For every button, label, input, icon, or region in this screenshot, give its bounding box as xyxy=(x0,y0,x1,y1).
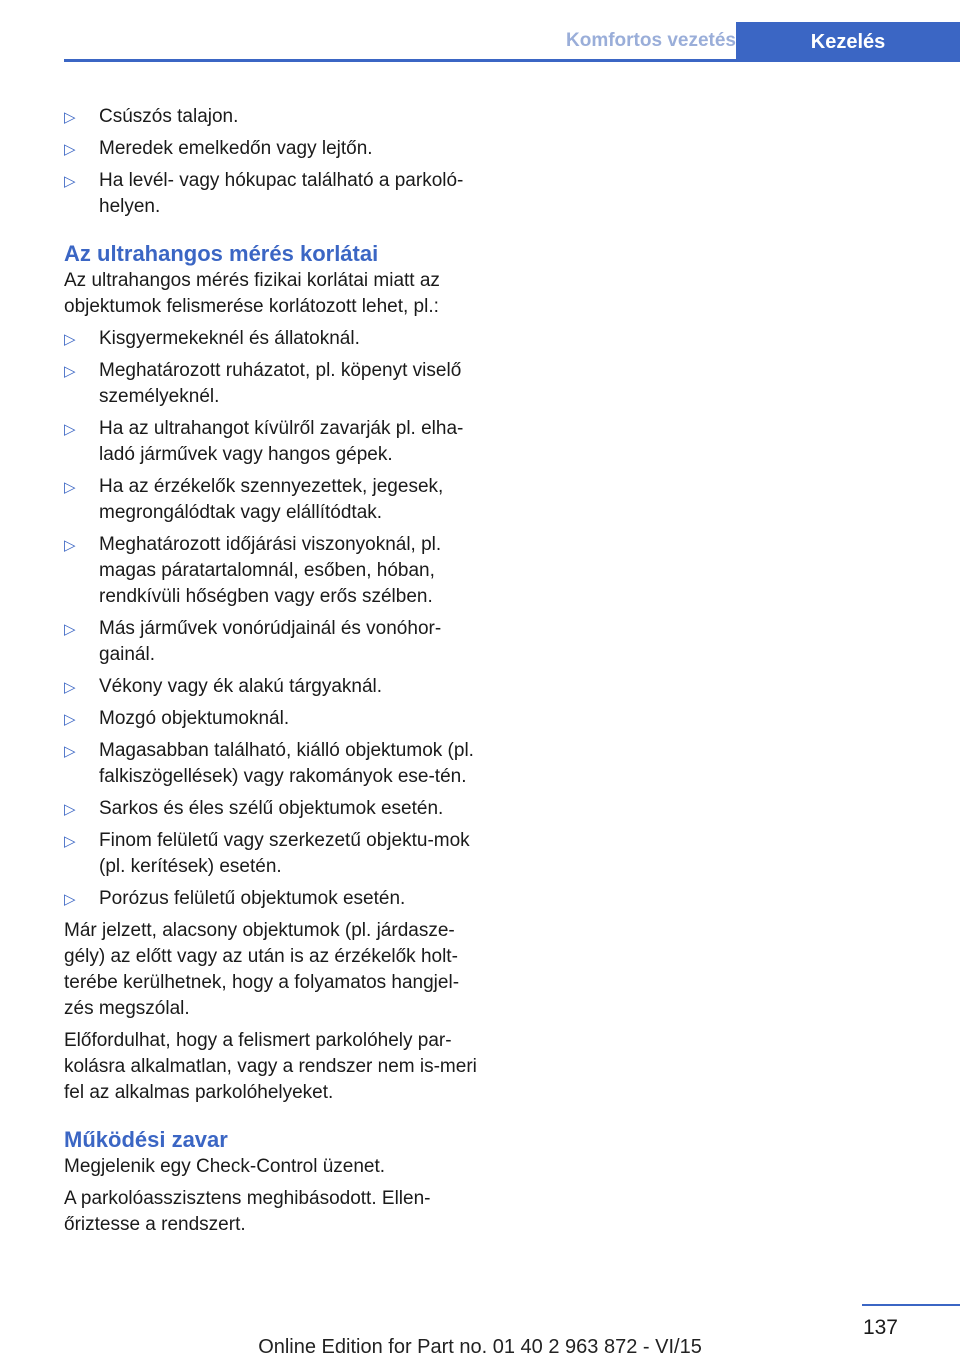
main-content xyxy=(64,104,486,1244)
bullet-list-limits xyxy=(64,326,486,912)
list-item: ▷ Meredek emelkedőn vagy lejtőn. xyxy=(64,136,486,162)
list-item: ▷ Ha az ultrahangot kívülről zavarják pl. elha-ladó járművek vagy hangos gépek. xyxy=(64,416,486,468)
list-item: ▷ Mozgó objektumoknál. xyxy=(64,706,486,732)
list-item: ▷ Meghatározott ruházatot, pl. köpenyt viselő személyeknél. xyxy=(64,358,486,410)
page-number: 137 xyxy=(862,1316,898,1339)
list-item: ▷ Porózus felületű objektumok esetén. xyxy=(64,886,486,912)
page-header xyxy=(64,22,960,62)
list-item: ▷ Más járművek vonórúdjainál és vonóhor-gainál. xyxy=(64,616,486,668)
header-section-title: Komfortos vezetés xyxy=(566,30,736,51)
header-chapter-tab: Kezelés xyxy=(736,22,960,62)
section-heading-ultrasonic: Az ultrahangos mérés korlátai xyxy=(64,241,379,266)
list-item: ▷ Finom felületű vagy szerkezetű objektu-mok (pl. kerítések) esetén. xyxy=(64,828,486,880)
list-item: ▷ Magasabban található, kiálló objektumok (pl. falkiszögellések) vagy rakományok ese-tén. xyxy=(64,738,486,790)
paragraph: Már jelzett, alacsony objektumok (pl. járdasze-gély) az előtt vagy az után is az érzékelők holt-terébe kerülhetnek, hogy a folyamatos hangjel-zés megszólal. xyxy=(64,920,460,1019)
header-rule xyxy=(64,59,960,62)
list-item: ▷ Sarkos és éles szélű objektumok esetén. xyxy=(64,796,486,822)
list-item: ▷ Csúszós talajon. xyxy=(64,104,486,130)
list-item: ▷ Ha az érzékelők szennyezettek, jegesek, megrongálódtak vagy elállítódtak. xyxy=(64,474,486,526)
paragraph: A parkolóasszisztens meghibásodott. Ellen-őriztesse a rendszert. xyxy=(64,1188,431,1235)
list-item: ▷ Kisgyermekeknél és állatoknál. xyxy=(64,326,486,352)
list-item: ▷ Vékony vagy ék alakú tárgyaknál. xyxy=(64,674,486,700)
section-heading-malfunction: Működési zavar xyxy=(64,1127,228,1152)
paragraph: Előfordulhat, hogy a felismert parkolóhely par-kolásra alkalmatlan, vagy a rendszer nem is-meri fel az alkalmas parkolóhelyeket. xyxy=(64,1030,477,1103)
list-item: ▷ Ha levél- vagy hókupac található a parkoló-helyen. xyxy=(64,168,486,220)
paragraph: Megjelenik egy Check-Control üzenet. xyxy=(64,1156,386,1177)
footer-rule xyxy=(862,1304,960,1306)
list-item: ▷ Meghatározott időjárási viszonyoknál, pl. magas páratartalomnál, esőben, hóban, rendkívüli hőségben vagy erős szélben. xyxy=(64,532,486,610)
bullet-list-conditions xyxy=(64,104,486,220)
footer-edition: Online Edition for Part no. 01 40 2 963 872 - VI/15 xyxy=(258,1336,702,1358)
section-intro: Az ultrahangos mérés fizikai korlátai miatt az objektumok felismerése korlátozott lehet, pl.: xyxy=(64,270,440,317)
